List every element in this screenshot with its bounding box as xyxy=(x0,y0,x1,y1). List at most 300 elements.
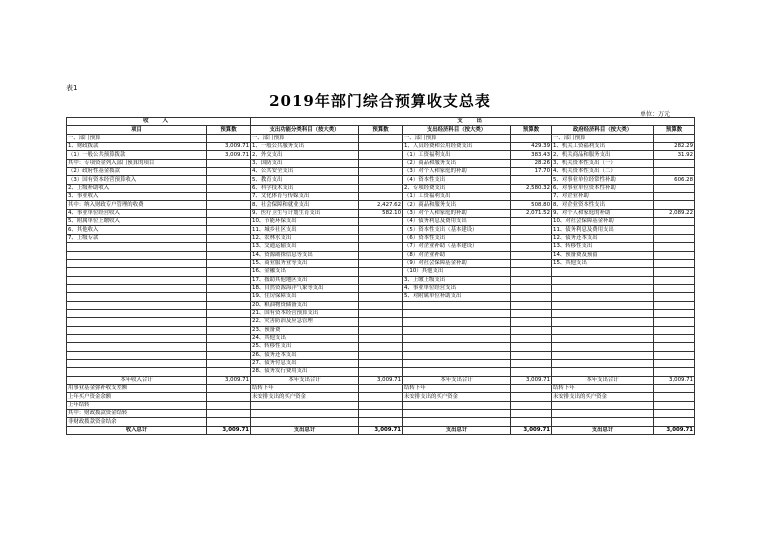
amount-cell xyxy=(654,201,695,209)
item-cell: 2、外交支出 xyxy=(251,151,359,159)
item-cell xyxy=(403,334,511,342)
item-cell: 支出总计 xyxy=(251,426,359,434)
amount-cell xyxy=(207,343,251,351)
amount-cell xyxy=(207,201,251,209)
amount-cell xyxy=(511,234,552,242)
item-cell: 其中：财政拨款资金结转 xyxy=(67,410,207,418)
amount-cell xyxy=(511,293,552,301)
item-cell xyxy=(251,401,359,409)
item-cell: 12、农林水支出 xyxy=(251,234,359,242)
table-row xyxy=(67,368,695,376)
item-cell xyxy=(552,368,654,376)
amount-cell xyxy=(511,251,552,259)
amount-cell xyxy=(654,134,695,142)
amount-cell xyxy=(511,193,552,201)
item-cell xyxy=(403,326,511,334)
amount-cell xyxy=(359,293,403,301)
item-cell xyxy=(403,343,511,351)
item-cell xyxy=(403,301,511,309)
table-row xyxy=(67,201,695,209)
amount-cell xyxy=(359,410,403,418)
item-cell: 15、其他支出 xyxy=(552,259,654,267)
table-row xyxy=(67,218,695,226)
amount-cell: 606.28 xyxy=(654,176,695,184)
table-row xyxy=(67,243,695,251)
amount-cell xyxy=(359,251,403,259)
item-cell xyxy=(67,343,207,351)
amount-cell xyxy=(207,326,251,334)
amount-cell xyxy=(654,368,695,376)
amount-cell xyxy=(654,385,695,393)
amount-cell xyxy=(511,276,552,284)
item-cell xyxy=(403,309,511,317)
table-row xyxy=(67,284,695,292)
item-cell: 11、债务利息及费用支出 xyxy=(552,226,654,234)
table-row xyxy=(67,309,695,317)
item-cell xyxy=(552,326,654,334)
item-cell: 12、债务还本支出 xyxy=(552,234,654,242)
item-cell xyxy=(67,326,207,334)
item-cell: 13、转移性支出 xyxy=(552,243,654,251)
amount-cell xyxy=(207,301,251,309)
amount-cell xyxy=(654,359,695,367)
item-cell: 26、债务还本支出 xyxy=(251,351,359,359)
amount-cell xyxy=(511,418,552,426)
table-row xyxy=(67,393,695,401)
item-cell: 28、债务发行费用支出 xyxy=(251,368,359,376)
amount-cell xyxy=(359,259,403,267)
amount-cell xyxy=(654,159,695,167)
item-cell xyxy=(552,359,654,367)
amount-cell: 3,009.71 xyxy=(359,376,403,384)
item-cell xyxy=(403,410,511,418)
item-cell: 10、节能环保支出 xyxy=(251,218,359,226)
item-cell: （3）对个人和家庭的补助 xyxy=(403,209,511,217)
item-cell: 结转下年 xyxy=(403,385,511,393)
item-cell: 9、医疗卫生与计划生育支出 xyxy=(251,209,359,217)
item-cell: 25、转移性支出 xyxy=(251,343,359,351)
item-cell: 8、社会保障和就业支出 xyxy=(251,201,359,209)
item-cell xyxy=(552,309,654,317)
amount-cell: 3,009.71 xyxy=(207,426,251,434)
amount-cell xyxy=(359,301,403,309)
table-row xyxy=(67,134,695,142)
item-cell xyxy=(552,268,654,276)
page-title: 2019年部门综合预算收支总表 xyxy=(269,92,491,110)
amount-cell xyxy=(207,284,251,292)
column-header: 预算数 xyxy=(511,126,552,134)
section-header-row xyxy=(67,118,695,126)
amount-cell xyxy=(359,184,403,192)
amount-cell xyxy=(207,184,251,192)
amount-cell xyxy=(654,226,695,234)
item-cell: （4）资本性支出 xyxy=(403,176,511,184)
item-cell: 一、部门预算 xyxy=(67,134,207,142)
amount-cell xyxy=(511,343,552,351)
amount-cell xyxy=(654,410,695,418)
amount-cell xyxy=(359,159,403,167)
amount-cell xyxy=(207,259,251,267)
item-cell xyxy=(67,309,207,317)
amount-cell xyxy=(359,343,403,351)
amount-cell xyxy=(207,401,251,409)
item-cell: 支出总计 xyxy=(403,426,511,434)
item-cell: （7）对企业补助（基本建设） xyxy=(403,243,511,251)
item-cell: 14、预备费及预留 xyxy=(552,251,654,259)
item-cell: 非财政拨款资金结余 xyxy=(67,418,207,426)
amount-cell xyxy=(207,134,251,142)
table-row xyxy=(67,159,695,167)
item-cell: 7、对企业补助 xyxy=(552,193,654,201)
item-cell: 6、其他收入 xyxy=(67,226,207,234)
amount-cell: 383.43 xyxy=(511,151,552,159)
amount-cell xyxy=(207,176,251,184)
item-cell: （2）政府性基金拨款 xyxy=(67,168,207,176)
amount-cell xyxy=(359,168,403,176)
amount-cell xyxy=(654,251,695,259)
amount-cell: 3,009.71 xyxy=(511,426,552,434)
item-cell: （4）债务利息及费用支出 xyxy=(403,218,511,226)
amount-cell xyxy=(207,359,251,367)
amount-cell xyxy=(511,385,552,393)
amount-cell: 3,009.71 xyxy=(511,376,552,384)
amount-cell xyxy=(207,334,251,342)
amount-cell xyxy=(511,284,552,292)
item-cell xyxy=(552,418,654,426)
item-cell: 5、对附属单位补助支出 xyxy=(403,293,511,301)
item-cell: （8）对企业补助 xyxy=(403,251,511,259)
table-row xyxy=(67,193,695,201)
amount-cell: 17.70 xyxy=(511,168,552,176)
amount-cell xyxy=(654,259,695,267)
item-cell: 本年支出合计 xyxy=(403,376,511,384)
item-cell: 2、专项经费支出 xyxy=(403,184,511,192)
item-cell: （6）资本性支出 xyxy=(403,234,511,242)
amount-cell xyxy=(359,309,403,317)
amount-cell xyxy=(359,268,403,276)
item-cell xyxy=(552,401,654,409)
amount-cell xyxy=(654,334,695,342)
amount-cell xyxy=(511,318,552,326)
item-cell: 27、债务付息支出 xyxy=(251,359,359,367)
table-row xyxy=(67,293,695,301)
item-cell: 结转下年 xyxy=(251,385,359,393)
item-cell: 用事业基金弥补收支差额 xyxy=(67,385,207,393)
item-cell: 10、对社会保障基金补助 xyxy=(552,218,654,226)
amount-cell: 582.10 xyxy=(359,209,403,217)
table-row xyxy=(67,151,695,159)
item-cell: 7、上级专款 xyxy=(67,234,207,242)
amount-cell xyxy=(359,334,403,342)
amount-cell: 282.29 xyxy=(654,143,695,151)
amount-cell xyxy=(359,143,403,151)
amount-cell: 3,009.71 xyxy=(207,143,251,151)
column-header: 预算数 xyxy=(207,126,251,134)
item-cell xyxy=(67,368,207,376)
item-cell xyxy=(552,343,654,351)
item-cell: 未安排支出的买户资金 xyxy=(552,393,654,401)
table-row xyxy=(67,410,695,418)
amount-cell xyxy=(654,293,695,301)
table-row xyxy=(67,401,695,409)
table-row xyxy=(67,143,695,151)
item-cell: 16、金融支出 xyxy=(251,268,359,276)
amount-cell xyxy=(654,401,695,409)
item-cell xyxy=(67,351,207,359)
amount-cell xyxy=(207,209,251,217)
column-header: 支出功能分类科目（按大类） xyxy=(251,126,359,134)
amount-cell: 28.26 xyxy=(511,159,552,167)
item-cell: 本年支出合计 xyxy=(552,376,654,384)
item-cell: 一、部门预算 xyxy=(251,134,359,142)
table-row xyxy=(67,209,695,217)
item-cell: （2）商品和服务支出 xyxy=(403,159,511,167)
amount-cell: 2,089.22 xyxy=(654,209,695,217)
table-label: 表1 xyxy=(66,84,78,92)
amount-cell xyxy=(207,393,251,401)
item-cell: （3）国有资本经营预算收入 xyxy=(67,176,207,184)
amount-cell xyxy=(359,393,403,401)
item-cell xyxy=(552,301,654,309)
item-cell: （3）对个人和家庭的补助 xyxy=(403,168,511,176)
item-cell: 20、粮油物资储备支出 xyxy=(251,301,359,309)
item-cell: 3、机关资本性支出（一） xyxy=(552,159,654,167)
item-cell xyxy=(552,293,654,301)
item-cell: 未安排支出的买户资金 xyxy=(403,393,511,401)
column-header: 项目 xyxy=(67,126,207,134)
amount-cell xyxy=(511,401,552,409)
amount-cell xyxy=(207,351,251,359)
amount-cell xyxy=(207,159,251,167)
amount-cell xyxy=(207,268,251,276)
item-cell: 6、对事业单位资本性补助 xyxy=(552,184,654,192)
table-row xyxy=(67,251,695,259)
item-cell: （5）资本性支出（基本建设） xyxy=(403,226,511,234)
amount-cell xyxy=(359,218,403,226)
item-cell xyxy=(67,268,207,276)
table-row xyxy=(67,168,695,176)
item-cell: （1）工资福利支出 xyxy=(403,151,511,159)
amount-cell xyxy=(207,309,251,317)
item-cell: 2、上级补助收入 xyxy=(67,184,207,192)
table-row xyxy=(67,259,695,267)
item-cell xyxy=(251,418,359,426)
item-cell xyxy=(67,251,207,259)
item-cell: 4、事业单位经营收入 xyxy=(67,209,207,217)
item-cell xyxy=(552,276,654,284)
item-cell: 5、附属单位上缴收入 xyxy=(67,218,207,226)
item-cell xyxy=(67,301,207,309)
amount-cell xyxy=(511,351,552,359)
amount-cell xyxy=(654,184,695,192)
amount-cell xyxy=(654,318,695,326)
item-cell: 18、自然资源海洋气象等支出 xyxy=(251,284,359,292)
amount-cell xyxy=(359,226,403,234)
amount-cell xyxy=(654,168,695,176)
amount-cell xyxy=(511,259,552,267)
table-row xyxy=(67,301,695,309)
item-cell: 一、部门预算 xyxy=(552,134,654,142)
amount-cell xyxy=(654,218,695,226)
item-cell xyxy=(403,359,511,367)
amount-cell xyxy=(511,326,552,334)
table-row xyxy=(67,418,695,426)
table-row xyxy=(67,376,695,384)
amount-cell xyxy=(654,418,695,426)
item-cell xyxy=(403,318,511,326)
unit-label: 单位：万元 xyxy=(640,111,671,118)
item-cell: 其中：纳入财政专户管理的收费 xyxy=(67,201,207,209)
item-cell xyxy=(552,351,654,359)
item-cell: 其中：专项资金列入部门预算的项目 xyxy=(67,159,207,167)
item-cell: 5、对事业单位经常性补助 xyxy=(552,176,654,184)
item-cell: 14、资源勘探信息等支出 xyxy=(251,251,359,259)
amount-cell xyxy=(359,284,403,292)
item-cell: （1）一般公共预算拨款 xyxy=(67,151,207,159)
item-cell: 1、机关工资福利支出 xyxy=(552,143,654,151)
amount-cell xyxy=(359,234,403,242)
item-cell: （10）其他支出 xyxy=(403,268,511,276)
amount-cell: 3,009.71 xyxy=(654,376,695,384)
amount-cell: 3,009.71 xyxy=(207,151,251,159)
table-row xyxy=(67,385,695,393)
item-cell xyxy=(67,359,207,367)
item-cell: 4、机关资本性支出（二） xyxy=(552,168,654,176)
amount-cell xyxy=(359,176,403,184)
item-cell: 13、交通运输支出 xyxy=(251,243,359,251)
table-row xyxy=(67,234,695,242)
table-row xyxy=(67,326,695,334)
amount-cell xyxy=(654,393,695,401)
item-cell: 22、灾害防治及应急管理 xyxy=(251,318,359,326)
amount-cell xyxy=(359,276,403,284)
table-row xyxy=(67,318,695,326)
amount-cell xyxy=(511,309,552,317)
item-cell xyxy=(552,334,654,342)
item-cell xyxy=(67,318,207,326)
amount-cell xyxy=(359,368,403,376)
item-cell xyxy=(67,276,207,284)
item-cell xyxy=(67,293,207,301)
amount-cell xyxy=(207,385,251,393)
item-cell: 8、对企业资本性支出 xyxy=(552,201,654,209)
item-cell: （1）工资福利支出 xyxy=(403,193,511,201)
item-cell xyxy=(552,284,654,292)
item-cell: 19、住房保障支出 xyxy=(251,293,359,301)
item-cell: 3、事业收入 xyxy=(67,193,207,201)
item-cell xyxy=(403,368,511,376)
item-cell: 17、援助其他地区支出 xyxy=(251,276,359,284)
table-row xyxy=(67,184,695,192)
amount-cell xyxy=(359,326,403,334)
item-cell: （9）对社会保障基金补助 xyxy=(403,259,511,267)
amount-cell xyxy=(654,276,695,284)
table-row xyxy=(67,268,695,276)
item-cell: 一、部门预算 xyxy=(403,134,511,142)
amount-cell xyxy=(511,410,552,418)
amount-cell: 2,427.62 xyxy=(359,201,403,209)
amount-cell xyxy=(654,243,695,251)
amount-cell xyxy=(359,385,403,393)
amount-cell: 3,009.71 xyxy=(207,376,251,384)
amount-cell xyxy=(359,418,403,426)
amount-cell xyxy=(511,368,552,376)
item-cell xyxy=(403,351,511,359)
amount-cell: 31.92 xyxy=(654,151,695,159)
column-header: 支出经济科目（按大类） xyxy=(403,126,511,134)
item-cell: 上年买户资金余额 xyxy=(67,393,207,401)
table-row xyxy=(67,351,695,359)
amount-cell: 429.39 xyxy=(511,143,552,151)
table-row xyxy=(67,276,695,284)
amount-cell xyxy=(207,410,251,418)
item-cell: 结转下年 xyxy=(552,385,654,393)
amount-cell xyxy=(207,318,251,326)
item-cell: （2）商品和服务支出 xyxy=(403,201,511,209)
table-row xyxy=(67,359,695,367)
item-cell: 收入总计 xyxy=(67,426,207,434)
amount-cell: 3,009.71 xyxy=(654,426,695,434)
item-cell: 3、上缴上级支出 xyxy=(403,276,511,284)
amount-cell xyxy=(654,284,695,292)
item-cell: 15、商业服务业等支出 xyxy=(251,259,359,267)
budget-table xyxy=(66,117,695,435)
item-cell: 1、财政拨款 xyxy=(67,143,207,151)
amount-cell xyxy=(207,243,251,251)
amount-cell: 2,580.32 xyxy=(511,184,552,192)
item-cell: 上年结转 xyxy=(67,401,207,409)
item-cell: 1、人员经费和公用经费支出 xyxy=(403,143,511,151)
amount-cell xyxy=(654,326,695,334)
amount-cell xyxy=(207,168,251,176)
amount-cell xyxy=(207,193,251,201)
item-cell xyxy=(552,318,654,326)
item-cell: 未安排支出的买户资金 xyxy=(251,393,359,401)
amount-cell xyxy=(207,368,251,376)
amount-cell xyxy=(207,234,251,242)
amount-cell xyxy=(654,301,695,309)
item-cell: 9、对个人和家庭的补助 xyxy=(552,209,654,217)
amount-cell xyxy=(511,176,552,184)
item-cell: 6、科学技术支出 xyxy=(251,184,359,192)
amount-cell xyxy=(511,218,552,226)
column-header: 预算数 xyxy=(359,126,403,134)
item-cell xyxy=(251,410,359,418)
item-cell xyxy=(67,284,207,292)
table-row xyxy=(67,343,695,351)
table-row xyxy=(67,176,695,184)
amount-cell xyxy=(359,243,403,251)
amount-cell xyxy=(654,193,695,201)
amount-cell xyxy=(511,268,552,276)
table-row xyxy=(67,226,695,234)
item-cell xyxy=(552,410,654,418)
item-cell: 本年收入合计 xyxy=(67,376,207,384)
amount-cell xyxy=(207,226,251,234)
amount-cell xyxy=(359,351,403,359)
amount-cell xyxy=(654,309,695,317)
amount-cell xyxy=(511,226,552,234)
amount-cell xyxy=(511,134,552,142)
amount-cell: 3,009.71 xyxy=(359,426,403,434)
item-cell: 23、预备费 xyxy=(251,326,359,334)
amount-cell xyxy=(359,359,403,367)
table-row xyxy=(67,334,695,342)
amount-cell xyxy=(207,418,251,426)
item-cell: 24、其他支出 xyxy=(251,334,359,342)
item-cell: 2、机关商品和服务支出 xyxy=(552,151,654,159)
amount-cell xyxy=(654,343,695,351)
